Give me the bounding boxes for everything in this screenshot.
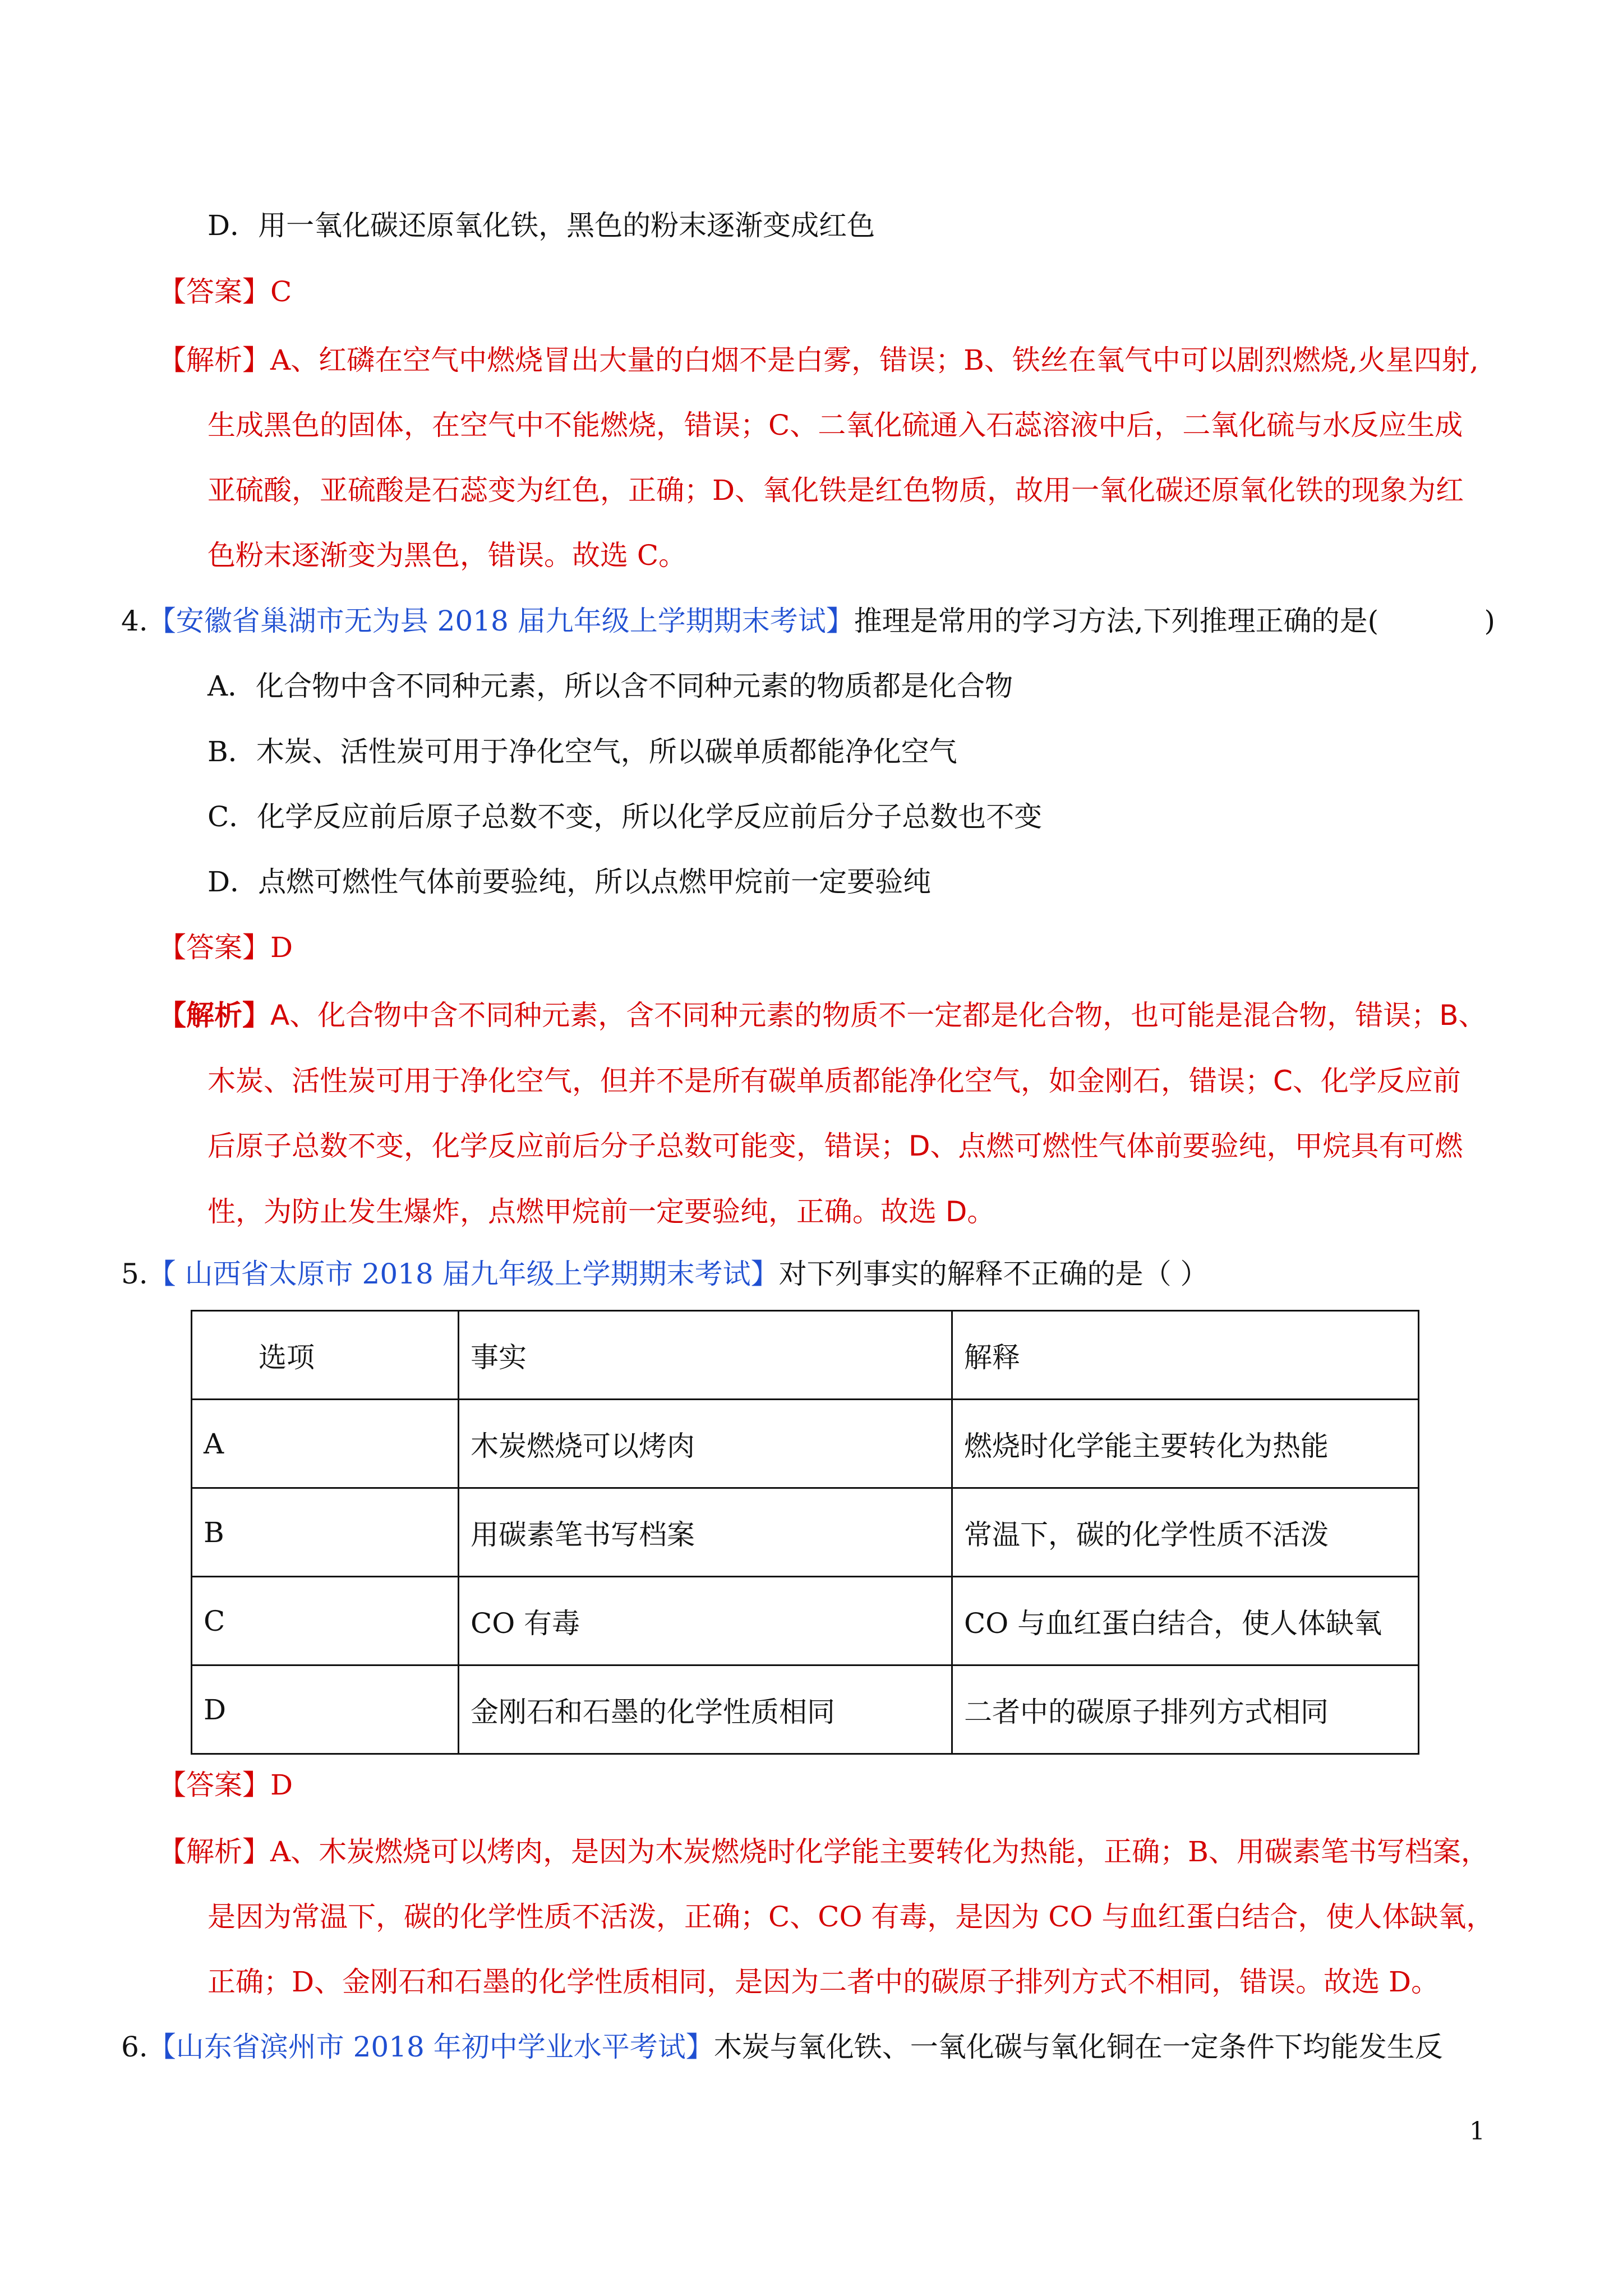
table-cell: B <box>192 1488 459 1577</box>
q4-heading <box>121 604 1495 638</box>
question-stem: 木炭与氧化铁、一氧化碳与氧化铜在一定条件下均能发生反 <box>713 2031 1443 2063</box>
q4-analysis-line-2: 木炭、活性炭可用于净化空气，但并不是所有碳单质都能净化空气，如金刚石，错误；C、化学反应前 <box>208 1065 1461 1097</box>
q3-analysis-line-2: 生成黑色的固体，在空气中不能燃烧，错误；C、二氧化硫通入石蕊溶液中后，二氧化硫与水反应生成 <box>208 409 1463 441</box>
answer-value: D <box>270 931 293 964</box>
q5-analysis-line-1: 【解析】A、木炭燃烧可以烤肉，是因为木炭燃烧时化学能主要转化为热能，正确；B、用碳素笔书写档案， <box>158 1835 1489 1868</box>
table-row <box>192 1577 1419 1665</box>
answer-label: 【答案】 <box>158 275 270 308</box>
q4-analysis-line-1: 【解析】A、化合物中含不同种元素，含不同种元素的物质不一定都是化合物，也可能是混合物，错误；B、 <box>158 999 1487 1032</box>
table-cell: D <box>192 1665 459 1754</box>
question-stem: 对下列事实的解释不正确的是（ ） <box>778 1258 1209 1290</box>
q5-analysis-line-3: 正确；D、金刚石和石墨的化学性质相同，是因为二者中的碳原子排列方式不相同，错误。故选 D。 <box>208 1966 1440 1998</box>
answer-paren: ) <box>1484 605 1495 637</box>
q3-answer <box>158 275 292 309</box>
header-cell-option: 选项 <box>192 1311 459 1400</box>
table-cell: C <box>192 1577 459 1665</box>
question-number: 6. <box>121 2031 148 2063</box>
answer-label: 【答案】 <box>158 1769 270 1801</box>
question-stem: 推理是常用的学习方法,下列推理正确的是( <box>854 605 1379 637</box>
table-row <box>192 1400 1419 1488</box>
header-cell-fact: 事实 <box>459 1311 952 1400</box>
question-source: 【安徽省巢湖市无为县 2018 届九年级上学期期末考试】 <box>147 605 854 637</box>
q3-analysis-line-1: 【解析】A、红磷在空气中燃烧冒出大量的白烟不是白雾，错误；B、铁丝在氧气中可以剧烈燃烧,火星四射, <box>158 344 1479 376</box>
analysis-label: 【解析】 <box>158 999 270 1032</box>
table-row <box>192 1665 1419 1754</box>
q4-option-c: C．化学反应前后原子总数不变，所以化学反应前后分子总数也不变 <box>208 800 1043 833</box>
question-source: 【 山西省太原市 2018 届九年级上学期期末考试】 <box>147 1258 779 1290</box>
table-cell: CO 有毒 <box>459 1577 952 1665</box>
table-header-row <box>192 1311 1419 1400</box>
q3-option-d: D．用一氧化碳还原氧化铁，黑色的粉末逐渐变成红色 <box>208 209 875 242</box>
table-cell: 二者中的碳原子排列方式相同 <box>952 1665 1419 1754</box>
analysis-label: 【解析】 <box>158 1835 270 1868</box>
q3-analysis-line-4: 色粉末逐渐变为黑色，错误。故选 C。 <box>208 539 687 572</box>
table-cell: 用碳素笔书写档案 <box>459 1488 952 1577</box>
table-cell: A <box>192 1400 459 1488</box>
facts-table <box>191 1310 1419 1755</box>
analysis-label: 【解析】 <box>158 344 270 376</box>
q5-heading <box>121 1257 1209 1291</box>
q4-answer <box>158 931 293 964</box>
table-row <box>192 1488 1419 1577</box>
q5-analysis-line-2: 是因为常温下，碳的化学性质不活泼，正确；C、CO 有毒，是因为 CO 与血红蛋白结合，使人体缺氧， <box>208 1901 1495 1933</box>
question-number: 5. <box>121 1258 148 1290</box>
q4-option-a: A．化合物中含不同种元素，所以含不同种元素的物质都是化合物 <box>208 670 1013 702</box>
q4-option-d: D．点燃可燃性气体前要验纯，所以点燃甲烷前一定要验纯 <box>208 866 932 898</box>
header-cell-explanation: 解释 <box>952 1311 1419 1400</box>
q4-analysis-line-4: 性，为防止发生爆炸，点燃甲烷前一定要验纯，正确。故选 D。 <box>208 1195 995 1228</box>
question-number: 4. <box>121 605 148 637</box>
table-cell: CO 与血红蛋白结合，使人体缺氧 <box>952 1577 1419 1665</box>
table-cell: 木炭燃烧可以烤肉 <box>459 1400 952 1488</box>
question-source: 【山东省滨州市 2018 年初中学业水平考试】 <box>147 2031 714 2063</box>
table-cell: 燃烧时化学能主要转化为热能 <box>952 1400 1419 1488</box>
q4-option-b: B．木炭、活性炭可用于净化空气，所以碳单质都能净化空气 <box>208 735 957 768</box>
answer-value: D <box>270 1769 293 1801</box>
answer-label: 【答案】 <box>158 931 270 964</box>
answer-value: C <box>270 275 292 308</box>
q4-analysis-line-3: 后原子总数不变，化学反应前后分子总数可能变，错误；D、点燃可燃性气体前要验纯，甲烷具有可燃 <box>208 1130 1463 1162</box>
q3-analysis-line-3: 亚硫酸，亚硫酸是石蕊变为红色，正确；D、氧化铁是红色物质，故用一氧化碳还原氧化铁的现象为红 <box>208 474 1464 507</box>
table-cell: 金刚石和石墨的化学性质相同 <box>459 1665 952 1754</box>
page-number: 1 <box>1469 2117 1485 2146</box>
table-cell: 常温下，碳的化学性质不活泼 <box>952 1488 1419 1577</box>
q5-answer <box>158 1768 293 1802</box>
q6-heading <box>121 2030 1443 2064</box>
